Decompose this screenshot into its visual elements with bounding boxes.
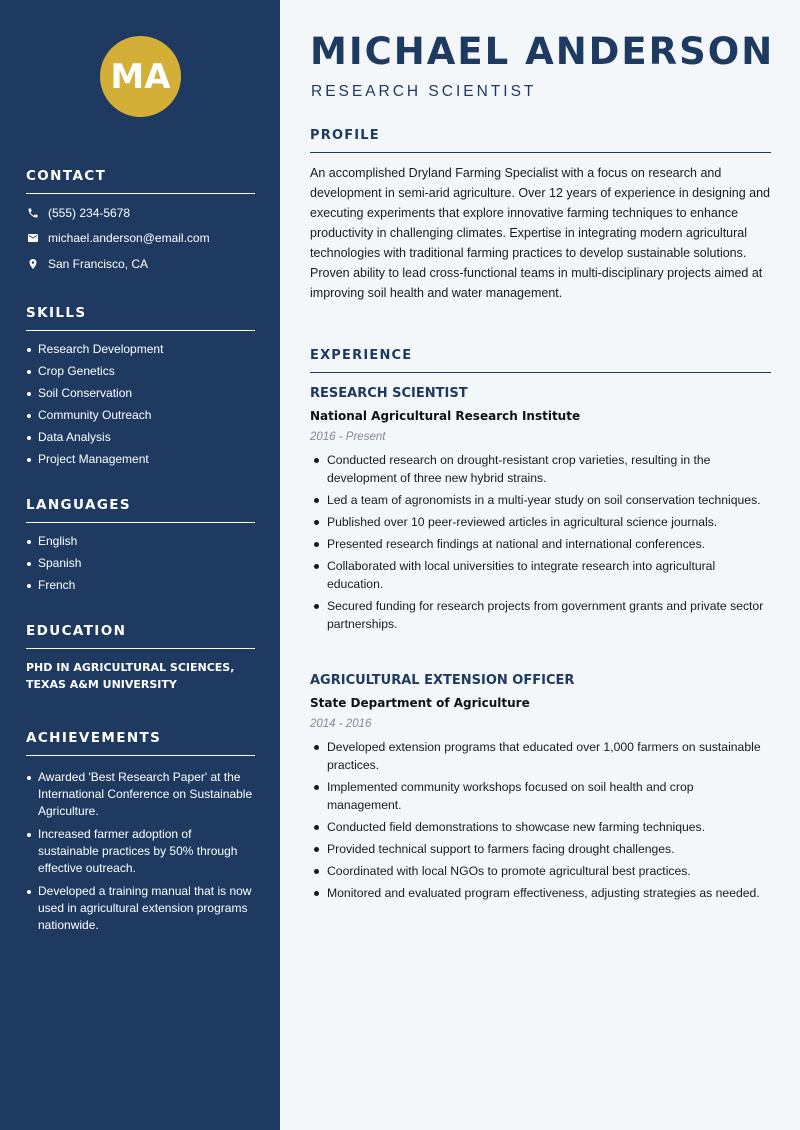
avatar: MA [100, 36, 181, 117]
job-bullet: Presented research findings at national and international conferences. [310, 535, 771, 553]
achievements-heading: ACHIEVEMENTS [26, 730, 255, 756]
education-section [26, 623, 255, 693]
candidate-title: RESEARCH SCIENTIST [311, 83, 537, 100]
job-dates: 2014 - 2016 [310, 718, 372, 730]
map-pin-icon [26, 257, 40, 271]
skill-item: Soil Conservation [26, 385, 255, 402]
skill-item: Project Management [26, 451, 255, 468]
languages-list [26, 533, 255, 594]
language-item: English [26, 533, 255, 550]
skills-section [26, 305, 255, 473]
job-bullet: Collaborated with local universities to integrate research into agricultural education. [310, 557, 771, 593]
contact-phone-text: (555) 234-5678 [48, 205, 131, 220]
job-bullets [310, 738, 771, 902]
achievement-item: Developed a training manual that is now used in agricultural extension programs nationwide. [26, 883, 255, 934]
profile-text: An accomplished Dryland Farming Specialist with a focus on research and development in semi-arid agriculture. Over 12 years of experience in designing and executing experiments that explore innovative farming techniques to enhance productivity in challenging climates. Expertise in integrating modern agricultural technologies with traditional farming practices to develop sustainable solutions. Proven ability to lead cross-functional teams in multi-disciplinary projects aimed at improving soil health and water management. [310, 166, 770, 300]
job-company: National Agricultural Research Institute [310, 409, 581, 423]
sidebar [0, 0, 280, 1130]
skill-item: Research Development [26, 341, 255, 358]
education-heading: EDUCATION [26, 623, 255, 649]
job-entry [310, 386, 771, 637]
job-bullet: Conducted research on drought-resistant crop varieties, resulting in the development of three new hybrid strains. [310, 451, 771, 487]
main-content [280, 0, 800, 1130]
job-company: State Department of Agriculture [310, 696, 530, 710]
education-degree: PHD IN AGRICULTURAL SCIENCES, TEXAS A&M UNIVERSITY [26, 661, 235, 691]
contact-email-text: michael.anderson@email.com [48, 231, 210, 246]
achievement-item: Awarded 'Best Research Paper' at the International Conference on Sustainable Agriculture. [26, 769, 255, 820]
skill-item: Crop Genetics [26, 363, 255, 380]
job-entry [310, 673, 771, 906]
job-bullet: Led a team of agronomists in a multi-year study on soil conservation techniques. [310, 491, 771, 509]
skill-item: Community Outreach [26, 407, 255, 424]
job-dates: 2016 - Present [310, 431, 386, 443]
job-bullet: Implemented community workshops focused on soil health and crop management. [310, 778, 771, 814]
achievements-section [26, 730, 255, 940]
job-bullet: Developed extension programs that educated over 1,000 farmers on sustainable practices. [310, 738, 771, 774]
job-bullets [310, 451, 771, 633]
achievements-list [26, 769, 255, 934]
job-title: RESEARCH SCIENTIST [310, 386, 468, 401]
languages-section [26, 497, 255, 599]
phone-icon [26, 206, 40, 220]
languages-heading: LANGUAGES [26, 497, 255, 523]
skills-heading: SKILLS [26, 305, 255, 331]
achievement-item: Increased farmer adoption of sustainable practices by 50% through effective outreach. [26, 826, 255, 877]
contact-phone[interactable] [26, 200, 255, 226]
job-bullet: Provided technical support to farmers facing drought challenges. [310, 840, 771, 858]
skills-list [26, 341, 255, 468]
job-bullet: Monitored and evaluated program effectiveness, adjusting strategies as needed. [310, 884, 771, 902]
profile-heading: PROFILE [310, 128, 771, 153]
experience-heading: EXPERIENCE [310, 348, 771, 373]
job-title: AGRICULTURAL EXTENSION OFFICER [310, 673, 575, 688]
experience-section [310, 348, 771, 373]
job-bullet: Coordinated with local NGOs to promote agricultural best practices. [310, 862, 771, 880]
job-bullet: Secured funding for research projects from government grants and private sector partnerships. [310, 597, 771, 633]
candidate-name: MICHAEL ANDERSON [310, 30, 775, 73]
contact-location [26, 251, 255, 277]
language-item: Spanish [26, 555, 255, 572]
profile-section [310, 128, 771, 303]
envelope-icon [26, 231, 40, 245]
job-bullet: Conducted field demonstrations to showcase new farming techniques. [310, 818, 771, 836]
contact-section [26, 168, 255, 277]
language-item: French [26, 577, 255, 594]
skill-item: Data Analysis [26, 429, 255, 446]
contact-heading: CONTACT [26, 168, 255, 194]
contact-location-text: San Francisco, CA [48, 256, 149, 271]
contact-email[interactable] [26, 226, 255, 252]
job-bullet: Published over 10 peer-reviewed articles in agricultural science journals. [310, 513, 771, 531]
